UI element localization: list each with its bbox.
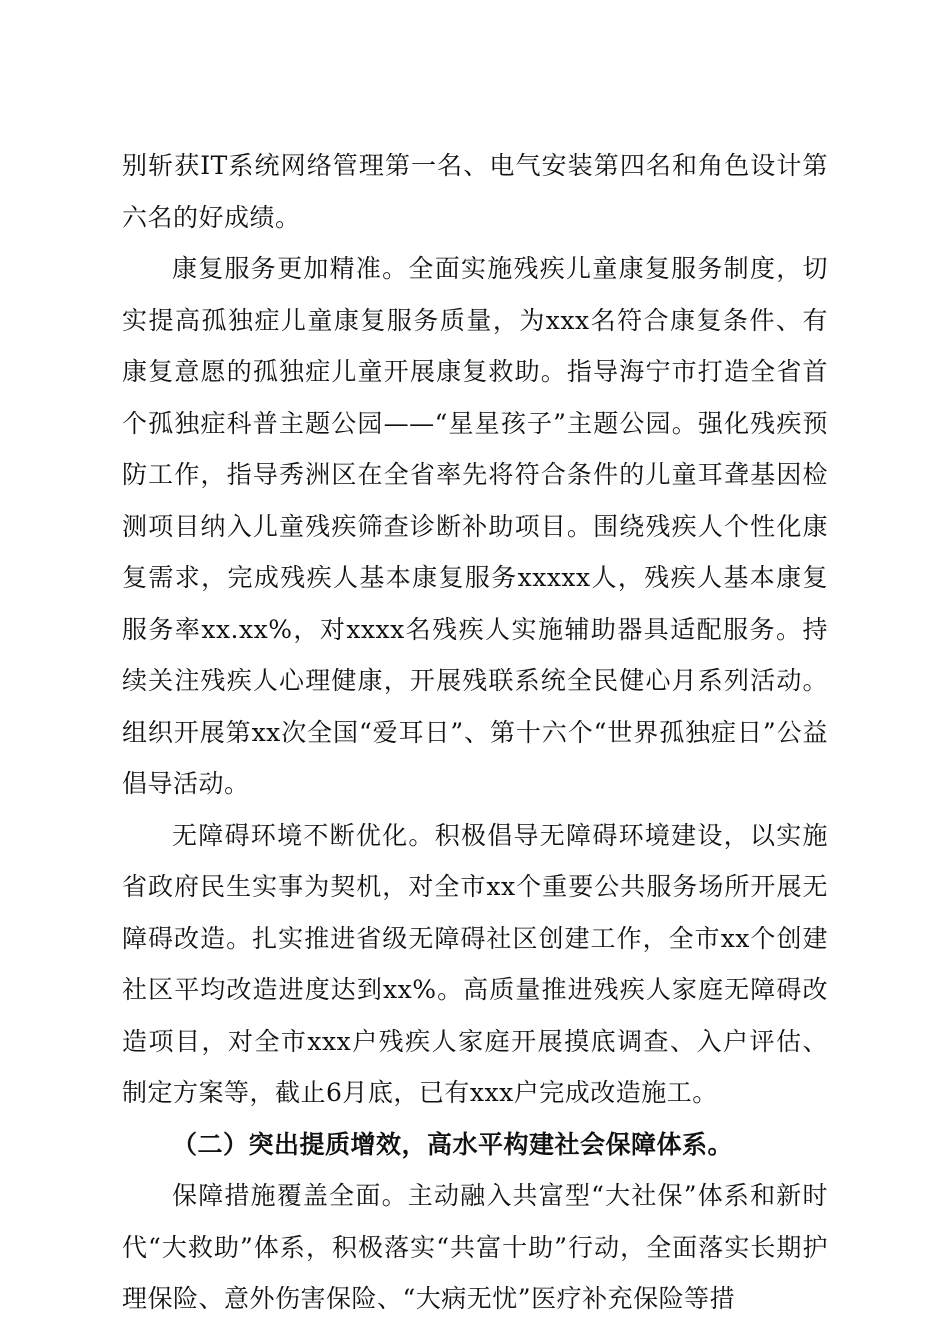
document-body [122, 140, 828, 1325]
paragraph-security-coverage: 保障措施覆盖全面。主动融入共富型“大社保”体系和新时代“大救助”体系，积极落实“共富十助”行动，全面落实长期护理保险、意外伤害保险、“大病无忧”医疗补充保险等措 [122, 1181, 828, 1313]
paragraph-continuation: 别斩获IT系统网络管理第一名、电气安装第四名和角色设计第六名的好成绩。 [122, 151, 828, 232]
paragraph-barrier-free-environment: 无障碍环境不断优化。积极倡导无障碍环境建设，以实施省政府民生实事为契机，对全市xx个重要公共服务场所开展无障碍改造。扎实推进省级无障碍社区创建工作，全市xx个创建社区平均改造进度达到xx%。高质量推进残疾人家庭无障碍改造项目，对全市xxx户残疾人家庭开展摸底调查、入户评估、制定方案等，截止6月底，已有xxx户完成改造施工。 [122, 820, 828, 1107]
paragraph-rehabilitation-services: 康复服务更加精准。全面实施残疾儿童康复服务制度，切实提高孤独症儿童康复服务质量，为xxx名符合康复条件、有康复意愿的孤独症儿童开展康复救助。指导海宁市打造全省首个孤独症科普主题公园——“星星孩子”主题公园。强化残疾预防工作，指导秀洲区在全省率先将符合条件的儿童耳聋基因检测项目纳入儿童残疾筛查诊断补助项目。围绕残疾人个性化康复需求，完成残疾人基本康复服务xxxxx人，残疾人基本康复服务率xx.xx%，对xxxx名残疾人实施辅助器具适配服务。持续关注残疾人心理健康，开展残联系统全民健心月系列活动。组织开展第xx次全国“爱耳日”、第十六个“世界孤独症日”公益倡导活动。 [122, 254, 828, 798]
section-heading: （二）突出提质增效，高水平构建社会保障体系。 [172, 1129, 734, 1159]
